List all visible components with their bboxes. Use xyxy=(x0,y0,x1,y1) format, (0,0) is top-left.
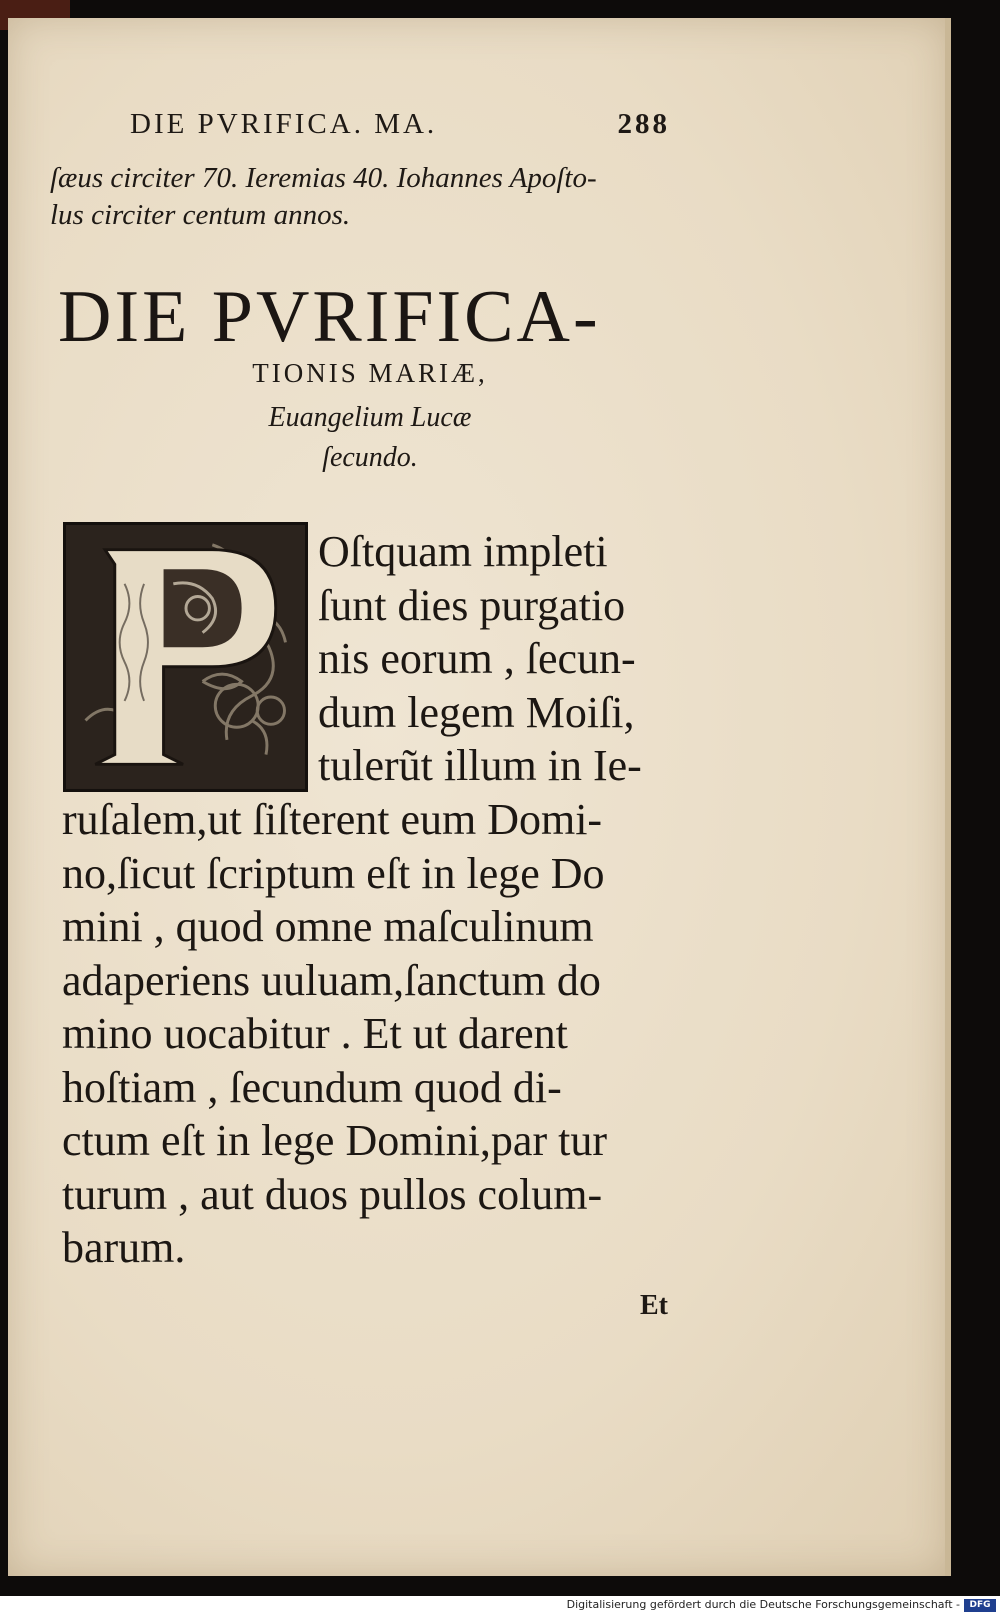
page-number: 288 xyxy=(617,108,670,140)
preceding-line: lus circiter centum annos. xyxy=(50,199,351,231)
decorated-initial-p xyxy=(63,522,308,792)
text-line: mini , quod omne maſculinum xyxy=(62,902,594,951)
text-line: ruſalem,ut ſiſterent eum Domi- xyxy=(62,795,603,844)
text-line: dum legem Moiſi, xyxy=(318,687,635,737)
dfg-logo: DFG xyxy=(964,1599,996,1612)
catchword: Et xyxy=(640,1290,668,1321)
text-line: no,ſicut ſcriptum eſt in lege Do xyxy=(62,848,605,898)
section-heading-small: TIONIS MARIÆ, xyxy=(252,358,488,388)
text-line: ctum eſt in lege Domini,par tur xyxy=(62,1116,607,1165)
gospel-text xyxy=(62,793,682,1275)
text-line: ſunt dies purgatio xyxy=(318,580,626,630)
page-edge xyxy=(945,18,951,1576)
text-line: turum , aut duos pullos colum- xyxy=(62,1169,603,1219)
text-line: hoſtiam , ſecundum quod di- xyxy=(62,1062,562,1112)
section-subheading: ſecundo. xyxy=(322,442,418,473)
text-line: tulerũt illum in Ie- xyxy=(318,741,642,790)
text-line: Oſtquam impleti xyxy=(318,527,608,576)
text-line: mino uocabitur . Et ut darent xyxy=(62,1009,568,1058)
text-line: adaperiens uuluam,ſanctum do xyxy=(62,955,601,1005)
running-head-title: DIE PVRIFICA. MA. xyxy=(130,108,438,140)
preceding-line: ſæus circiter 70. Ieremias 40. Iohannes Apoſto- xyxy=(50,162,597,194)
preceding-text xyxy=(50,160,690,234)
text-line: nis eorum , ſecun- xyxy=(318,634,636,683)
section-subheading: Euangelium Lucæ xyxy=(268,402,472,433)
footer-credit: Digitalisierung gefördert durch die Deutsche Forschungsgemeinschaft - xyxy=(566,1598,960,1611)
text-line: barum. xyxy=(62,1223,186,1272)
running-head xyxy=(130,108,670,148)
gospel-text-indented xyxy=(318,525,678,793)
section-heading-large: DIE PVRIFICA- xyxy=(58,276,601,358)
